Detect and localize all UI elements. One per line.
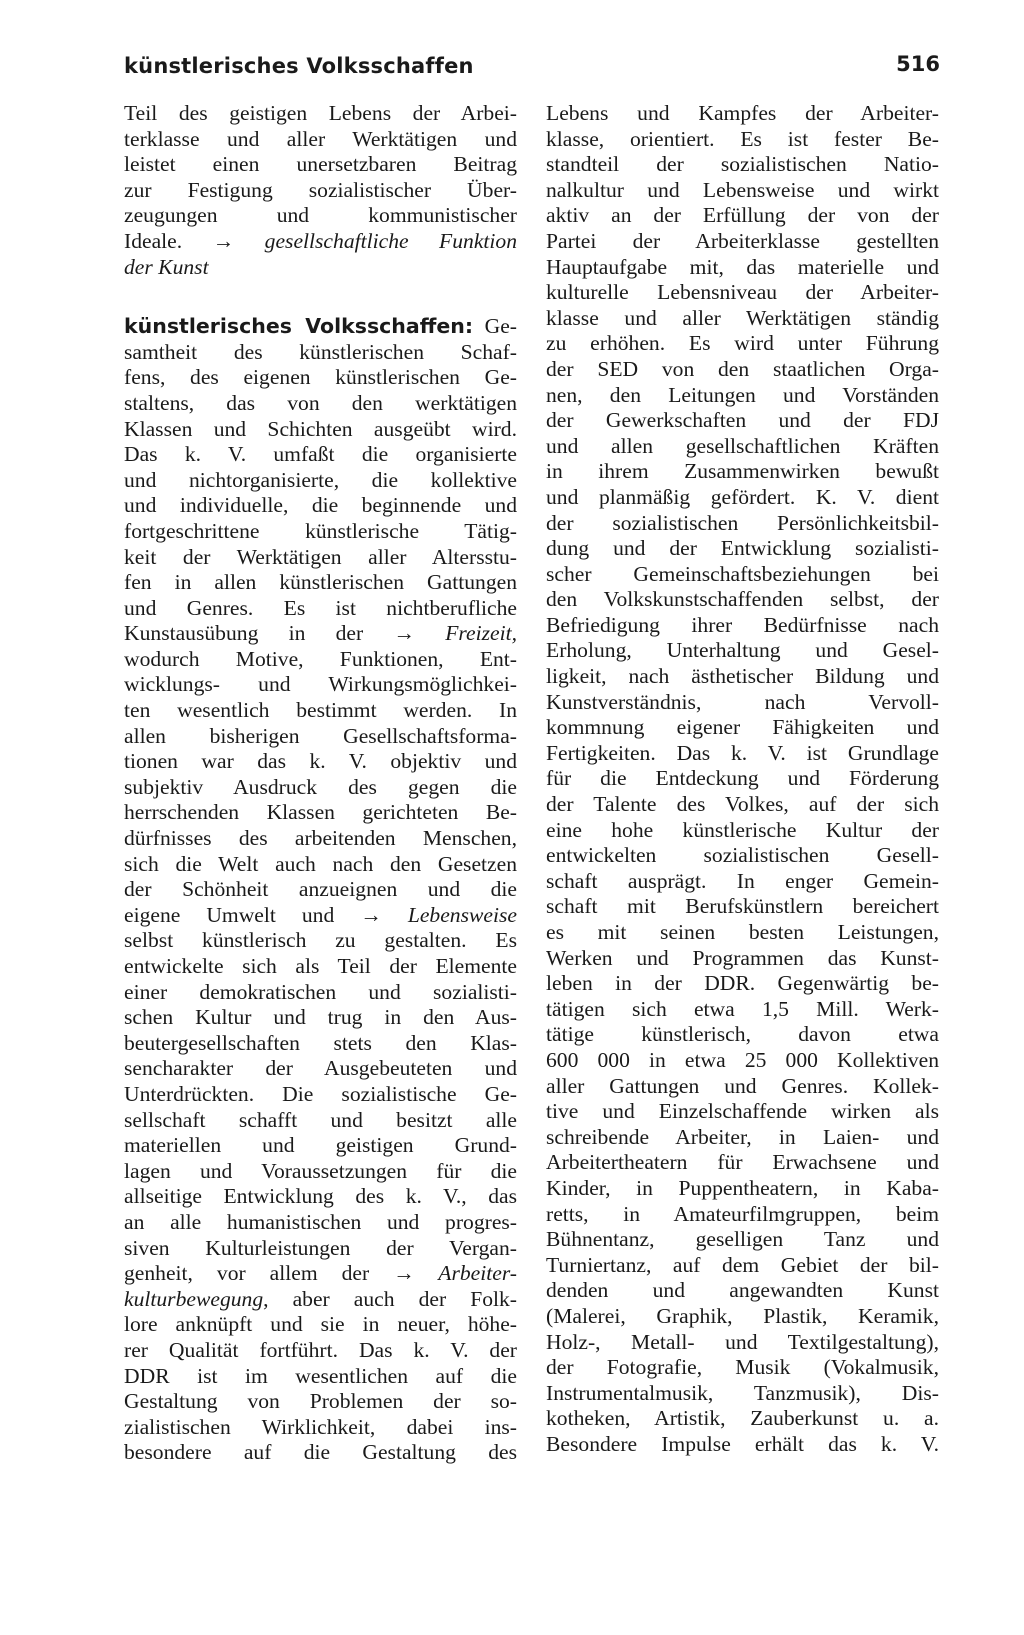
intro-paragraph xyxy=(124,101,517,229)
cross-reference-link[interactable]: kulturbewegung xyxy=(124,1286,264,1311)
text-line: ligkeit, nach ästhetischer Bildung und xyxy=(546,664,939,689)
cross-reference-link[interactable]: der Kunst xyxy=(124,254,209,279)
cross-reference-arrow-icon: → xyxy=(212,228,235,253)
text-line: Werken und Programmen das Kunst- xyxy=(546,945,939,970)
cross-reference-link[interactable]: gesellschaftliche Funktion xyxy=(234,228,517,253)
text-line: tionen war das k. V. objektiv und xyxy=(124,749,517,774)
cross-reference-arrow-icon: → xyxy=(360,902,382,927)
text-line: und Genres. Es ist nichtberufliche xyxy=(124,595,517,620)
text-line: tive und Einzelschaffende wirken als xyxy=(546,1099,939,1124)
text-line: Hauptaufgabe mit, das materielle und xyxy=(546,254,939,279)
entry-text-block xyxy=(124,340,517,622)
line-text: eigene Umwelt und xyxy=(124,902,361,927)
right-column xyxy=(546,101,939,1457)
text-line: DDR ist im wesentlichen auf die xyxy=(124,1363,517,1388)
text-line: dung und der Entwicklung sozialisti- xyxy=(546,536,939,561)
text-line: Holz-, Metall- und Textilgestaltung), xyxy=(546,1329,939,1354)
left-column xyxy=(124,101,517,1466)
text-line: denden und angewandten Kunst xyxy=(546,1278,939,1303)
page-number: 516 xyxy=(896,52,940,76)
text-line: sencharakter der Ausgebeuteten und xyxy=(124,1056,517,1081)
text-line: der Talente des Volkes, auf der sich xyxy=(546,792,939,817)
text-line: lore anknüpft und sie in neuer, höhe- xyxy=(124,1312,517,1337)
text-line: wicklungs- und Wirkungsmöglichkei- xyxy=(124,672,517,697)
text-line xyxy=(124,1261,517,1287)
text-line: Gestaltung von Problemen der so- xyxy=(124,1389,517,1414)
text-line: allseitige Entwicklung des k. V., das xyxy=(124,1184,517,1209)
text-line: schaft mit Berufskünstlern bereichert xyxy=(546,894,939,919)
entry-separator xyxy=(124,280,517,314)
text-line: klasse, orientiert. Es ist fester Be- xyxy=(546,126,939,151)
text-line: Befriedigung ihrer Bedürfnisse nach xyxy=(546,612,939,637)
text-line: siven Kulturleistungen der Vergan- xyxy=(124,1235,517,1260)
text-line: beutergesellschaften stets den Klas- xyxy=(124,1030,517,1055)
text-line: der sozialistischen Persönlichkeitsbil- xyxy=(546,510,939,535)
text-line: in ihrem Zusammenwirken bewußt xyxy=(546,459,939,484)
text-line: Teil des geistigen Lebens der Arbei- xyxy=(124,101,517,125)
line-text: , aber auch der Folk- xyxy=(263,1286,517,1311)
cross-reference-link[interactable]: Freizeit, xyxy=(415,621,517,646)
cross-reference-link[interactable]: Lebensweise xyxy=(381,902,517,927)
text-line: herrschenden Klassen gerichteten Be- xyxy=(124,800,517,825)
text-line: der Gewerkschaften und der FDJ xyxy=(546,408,939,433)
text-line: leben in der DDR. Gegenwärtig be- xyxy=(546,971,939,996)
text-line: entwickelten sozialistischen Gesell- xyxy=(546,843,939,868)
text-line: terklasse und aller Werktätigen und xyxy=(124,126,517,151)
text-line: leistet einen unersetzbaren Beitrag xyxy=(124,152,517,177)
text-line: aktiv an der Erfüllung der von der xyxy=(546,203,939,228)
text-line: lagen und Voraussetzungen für die xyxy=(124,1158,517,1183)
text-line xyxy=(124,1287,517,1313)
text-line: zeugungen und kommunistischer xyxy=(124,203,517,228)
cross-reference-arrow-icon: → xyxy=(393,621,415,646)
text-line: Turniertanz, auf dem Gebiet der bil- xyxy=(546,1252,939,1277)
text-line: fen in allen künstlerischen Gattungen xyxy=(124,570,517,595)
text-line: selbst künstlerisch zu gestalten. Es xyxy=(124,928,517,953)
text-line: Besondere Impulse erhält das k. V. xyxy=(546,1431,939,1456)
text-line: rer Qualität fortführt. Das k. V. der xyxy=(124,1337,517,1362)
line-text: Ge- xyxy=(473,314,517,339)
text-line: standteil der sozialistischen Natio- xyxy=(546,152,939,177)
text-line: 600 000 in etwa 25 000 Kollektiven xyxy=(546,1047,939,1072)
text-line: fens, des eigenen künstlerischen Ge- xyxy=(124,365,517,390)
text-line: Das k. V. umfaßt die organisierte xyxy=(124,442,517,467)
text-line: schaft ausprägt. In enger Gemein- xyxy=(546,868,939,893)
text-line: Bühnentanz, geselligen Tanz und xyxy=(546,1227,939,1252)
cross-reference-link[interactable]: Arbeiter- xyxy=(414,1261,517,1286)
entry-text-block xyxy=(124,928,517,1261)
text-line: und planmäßig gefördert. K. V. dient xyxy=(546,484,939,509)
text-line: Arbeitertheatern für Erwachsene und xyxy=(546,1150,939,1175)
running-head: künstlerisches Volksschaffen xyxy=(124,54,474,78)
text-line: samtheit des künstlerischen Schaf- xyxy=(124,339,517,364)
text-line: einer demokratischen und sozialisti- xyxy=(124,979,517,1004)
text-line: und individuelle, die beginnende und xyxy=(124,493,517,518)
text-line: Kunstverständnis, nach Vervoll- xyxy=(546,689,939,714)
text-line: (Malerei, Graphik, Plastik, Keramik, xyxy=(546,1303,939,1328)
text-line: Erholung, Unterhaltung und Gesel- xyxy=(546,638,939,663)
text-line: sellschaft schafft und besitzt alle xyxy=(124,1107,517,1132)
text-line: an alle humanistischen und progres- xyxy=(124,1209,517,1234)
line-text: genheit, vor allem der xyxy=(124,1261,394,1286)
entry-text-block xyxy=(546,101,939,1457)
text-line: schreibende Arbeiter, in Laien- und xyxy=(546,1124,939,1149)
text-line: fortgeschrittene künstlerische Tätig- xyxy=(124,518,517,543)
text-line: Klassen und Schichten ausgeübt wird. xyxy=(124,416,517,441)
text-line xyxy=(124,903,517,929)
text-line: nen, den Leitungen und Vorständen xyxy=(546,382,939,407)
text-line: es mit seinen besten Leistungen, xyxy=(546,920,939,944)
line-text: Kunstausübung in der xyxy=(124,621,394,646)
text-line: nalkultur und Lebensweise und wirkt xyxy=(546,177,939,202)
text-line: den Volkskunstschaffenden selbst, der xyxy=(546,587,939,612)
text-line: zialistischen Wirklichkeit, dabei ins- xyxy=(124,1414,517,1439)
text-line: wodurch Motive, Funktionen, Ent- xyxy=(124,646,517,671)
text-line: entwickelte sich als Teil der Elemente xyxy=(124,954,517,978)
text-line: scher Gemeinschaftsbeziehungen bei xyxy=(546,561,939,586)
text-line: kotheken, Artistik, Zauberkunst u. a. xyxy=(546,1406,939,1431)
text-line xyxy=(124,255,517,281)
text-line xyxy=(124,621,517,647)
text-line: zu erhöhen. Es wird unter Führung xyxy=(546,331,939,356)
text-line: besondere auf die Gestaltung des xyxy=(124,1440,517,1465)
text-line: kulturelle Lebensniveau der Arbeiter- xyxy=(546,280,939,305)
entry-headword: künstlerisches Volksschaffen: xyxy=(124,314,474,339)
text-line xyxy=(124,229,517,255)
cross-reference-arrow-icon: → xyxy=(393,1261,415,1286)
text-line: ten wesentlich bestimmt werden. In xyxy=(124,698,517,723)
text-line: der Schönheit anzueignen und die xyxy=(124,877,517,902)
text-line: allen bisherigen Gesellschaftsforma- xyxy=(124,723,517,748)
text-line: Lebens und Kampfes der Arbeiter- xyxy=(546,101,939,125)
text-line: eine hohe künstlerische Kultur der xyxy=(546,817,939,842)
text-line: materiellen und geistigen Grund- xyxy=(124,1133,517,1158)
text-line: und nichtorganisierte, die kollektive xyxy=(124,467,517,492)
entry-text-block xyxy=(124,1312,517,1466)
text-line: tätige künstlerisch, davon etwa xyxy=(546,1022,939,1047)
text-line: Kinder, in Puppentheatern, in Kaba- xyxy=(546,1175,939,1200)
text-line: dürfnisses des arbeitenden Menschen, xyxy=(124,826,517,851)
text-line: Instrumentalmusik, Tanzmusik), Dis- xyxy=(546,1380,939,1405)
text-line: keit der Werktätigen aller Altersstu- xyxy=(124,544,517,569)
entry-first-line xyxy=(124,314,517,340)
text-line: sich die Welt auch nach den Gesetzen xyxy=(124,851,517,876)
text-line: retts, in Amateurfilmgruppen, beim xyxy=(546,1201,939,1226)
text-line: tätigen sich etwa 1,5 Mill. Werk- xyxy=(546,996,939,1021)
text-line: der Fotografie, Musik (Vokalmusik, xyxy=(546,1355,939,1380)
text-line: kommnung eigener Fähigkeiten und xyxy=(546,715,939,740)
text-line: klasse und aller Werktätigen ständig xyxy=(546,305,939,330)
text-line: Partei der Arbeiterklasse gestellten xyxy=(546,228,939,253)
entry-text-block xyxy=(124,647,517,903)
text-line: Fertigkeiten. Das k. V. ist Grundlage xyxy=(546,740,939,765)
text-line: subjektiv Ausdruck des gegen die xyxy=(124,774,517,799)
text-line: schen Kultur und trug in den Aus- xyxy=(124,1005,517,1030)
text-line: staltens, das von den werktätigen xyxy=(124,390,517,415)
text-line: zur Festigung sozialistischer Über- xyxy=(124,177,517,202)
text-line: für die Entdeckung und Förderung xyxy=(546,766,939,791)
text-line: der SED von den staatlichen Orga- xyxy=(546,356,939,381)
text-line: und allen gesellschaftlichen Kräften xyxy=(546,433,939,458)
text-line: Unterdrückten. Die sozialistische Ge- xyxy=(124,1081,517,1106)
text-line: aller Gattungen und Genres. Kollek- xyxy=(546,1073,939,1098)
line-text: Ideale. xyxy=(124,228,213,253)
